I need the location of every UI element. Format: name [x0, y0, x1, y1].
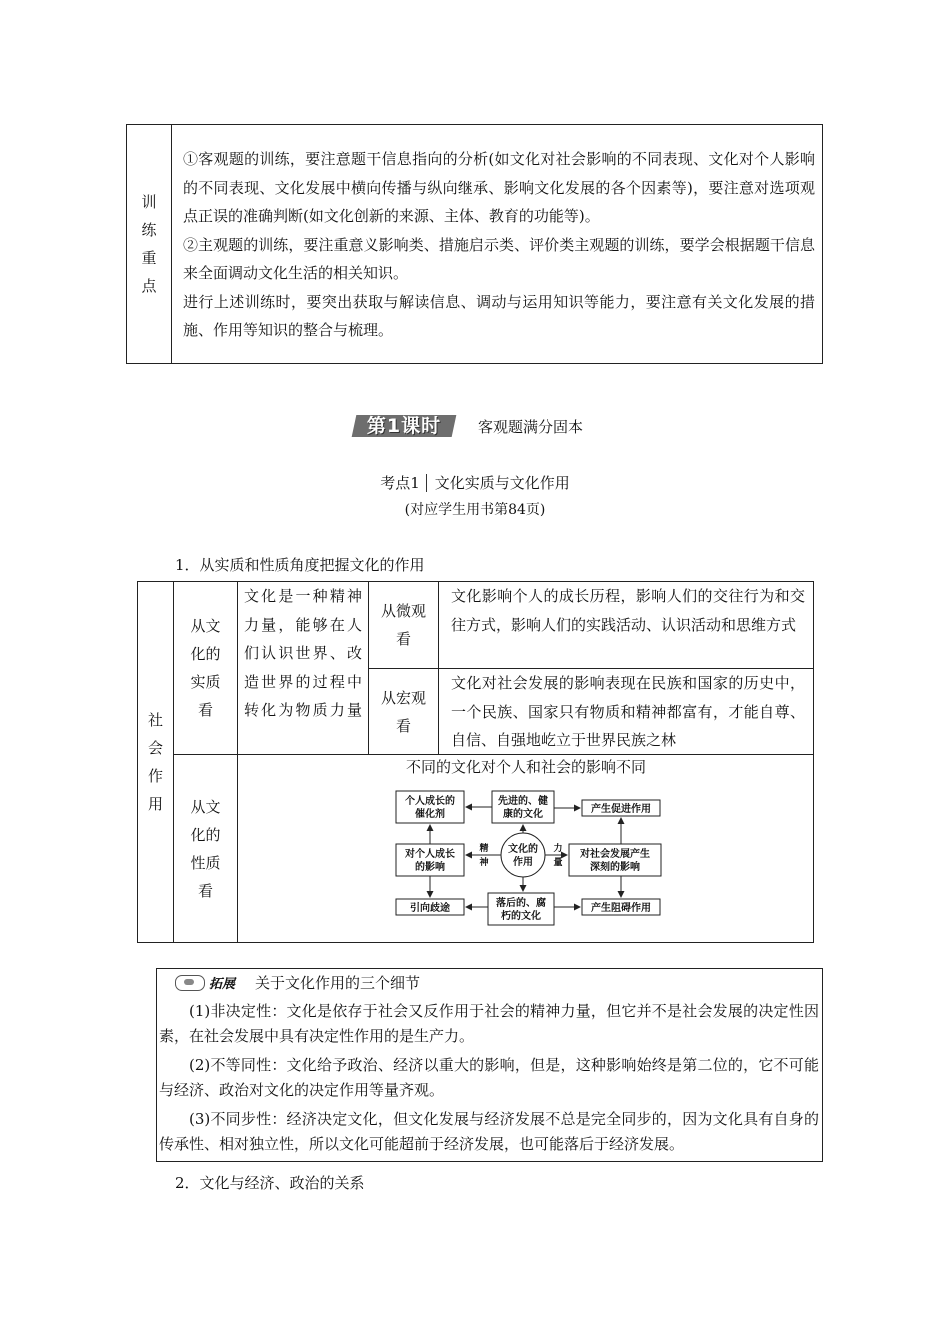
svg-text:对社会发展产生: 对社会发展产生 — [580, 849, 650, 860]
extension-title: 关于文化作用的三个细节 — [255, 974, 421, 992]
extension-header — [175, 972, 420, 993]
svg-text:量: 量 — [553, 858, 563, 868]
svg-text:康的文化: 康的文化 — [503, 809, 543, 820]
culture-function-center — [501, 833, 545, 877]
svg-text:对个人成长: 对个人成长 — [405, 849, 455, 860]
svg-text:产生促进作用: 产生促进作用 — [591, 804, 651, 815]
svg-text:个人成长的: 个人成长的 — [405, 796, 455, 807]
kaodian-heading — [0, 472, 950, 493]
svg-text:的影响: 的影响 — [415, 862, 445, 873]
svg-text:神: 神 — [479, 858, 489, 868]
training-focus-table — [126, 124, 823, 364]
macro-label: 从宏观 看 — [368, 668, 438, 754]
section-heading-2: 2．文化与经济、政治的关系 — [175, 1174, 365, 1192]
svg-text:力: 力 — [553, 844, 563, 854]
culture-function-diagram — [238, 755, 814, 943]
culture-function-table — [137, 581, 814, 943]
extension-body — [159, 999, 819, 1161]
nature-label: 从文 化的 性质 看 — [173, 754, 237, 942]
book-page-reference: (对应学生用书第84页) — [404, 502, 546, 518]
extension-icon — [175, 975, 205, 991]
svg-text:落后的、腐: 落后的、腐 — [496, 898, 546, 909]
lesson-badge: 第1课时 — [354, 412, 460, 440]
lesson-title: 客观题满分固本 — [478, 418, 584, 436]
extension-point-2: (2)不等同性：文化给予政治、经济以重大的影响，但是，这种影响始终是第二位的，它不可能与经济、政治对文化的决定作用等量齐观。 — [159, 1056, 819, 1099]
extension-point-3: (3)不同步性：经济决定文化，但文化发展与经济发展不总是完全同步的，因为文化具有自身的传承性、相对独立性，所以文化可能超前于经济发展，也可能落后于经济发展。 — [159, 1110, 819, 1153]
social-function-label: 社 会 作 用 — [147, 711, 163, 813]
diagram-title: 不同的文化对个人和社会的影响不同 — [405, 758, 646, 776]
section-heading-1: 1．从实质和性质角度把握文化的作用 — [175, 556, 425, 574]
training-ability-paragraph: 进行上述训练时，要突出获取与解读信息、调动与运用知识等能力，要注意有关文化发展的措施、作用等知识的整合与梳理。 — [183, 292, 815, 339]
svg-text:朽的文化: 朽的文化 — [501, 911, 541, 922]
svg-text:引向歧途: 引向歧途 — [410, 903, 450, 914]
svg-text:精: 精 — [479, 844, 489, 854]
micro-description: 文化影响个人的成长历程，影响人们的交往行为和交往方式，影响人们的实践活动、认识活动和思维方式 — [438, 582, 813, 668]
training-focus-body — [183, 145, 815, 345]
nature-content — [237, 754, 813, 942]
svg-text:催化剂: 催化剂 — [415, 809, 445, 820]
essence-description: 文化是一种精神力量，能够在人们认识世界、改造世界的过程中转化为物质力量 — [237, 582, 368, 754]
extension-box — [156, 968, 823, 1162]
svg-text:深刻的影响: 深刻的影响 — [590, 862, 640, 873]
kaodian-number: 考点1 — [380, 474, 427, 492]
extension-point-1: (1)非决定性：文化是依存于社会又反作用于社会的精神力量，但它并不是社会发展的决定性因素，在社会发展中具有决定性作用的是生产力。 — [159, 1002, 819, 1045]
training-subjective-paragraph: ②主观题的训练，要注重意义影响类、措施启示类、评价类主观题的训练，要学会根据题干信息来全面调动文化生活的相关知识。 — [183, 235, 815, 282]
training-focus-label: 训 练 重 点 — [127, 125, 172, 363]
extension-tag: 拓展 — [209, 977, 236, 992]
svg-text:文化的: 文化的 — [508, 844, 538, 855]
macro-description: 文化对社会发展的影响表现在民族和国家的历史中，一个民族、国家只有物质和精神都富有，才能自尊、自信、自强地屹立于世界民族之林 — [438, 668, 813, 754]
svg-text:作用: 作用 — [513, 857, 533, 868]
svg-text:产生阻碍作用: 产生阻碍作用 — [591, 903, 651, 914]
kaodian-title: 文化实质与文化作用 — [434, 474, 570, 492]
svg-text:先进的、健: 先进的、健 — [498, 796, 548, 807]
essence-label: 从文 化的 实质 看 — [173, 582, 237, 754]
micro-label: 从微观 看 — [368, 582, 438, 668]
training-objective-paragraph: ①客观题的训练，要注意题干信息指向的分析(如文化对社会影响的不同表现、文化对个人影响的不同表现、文化发展中横向传播与纵向继承、影响文化发展的各个因素等)，要注意对选项观点正误的准确判断(如文化创新的来源、主体、教育的功能等)。 — [183, 150, 815, 225]
